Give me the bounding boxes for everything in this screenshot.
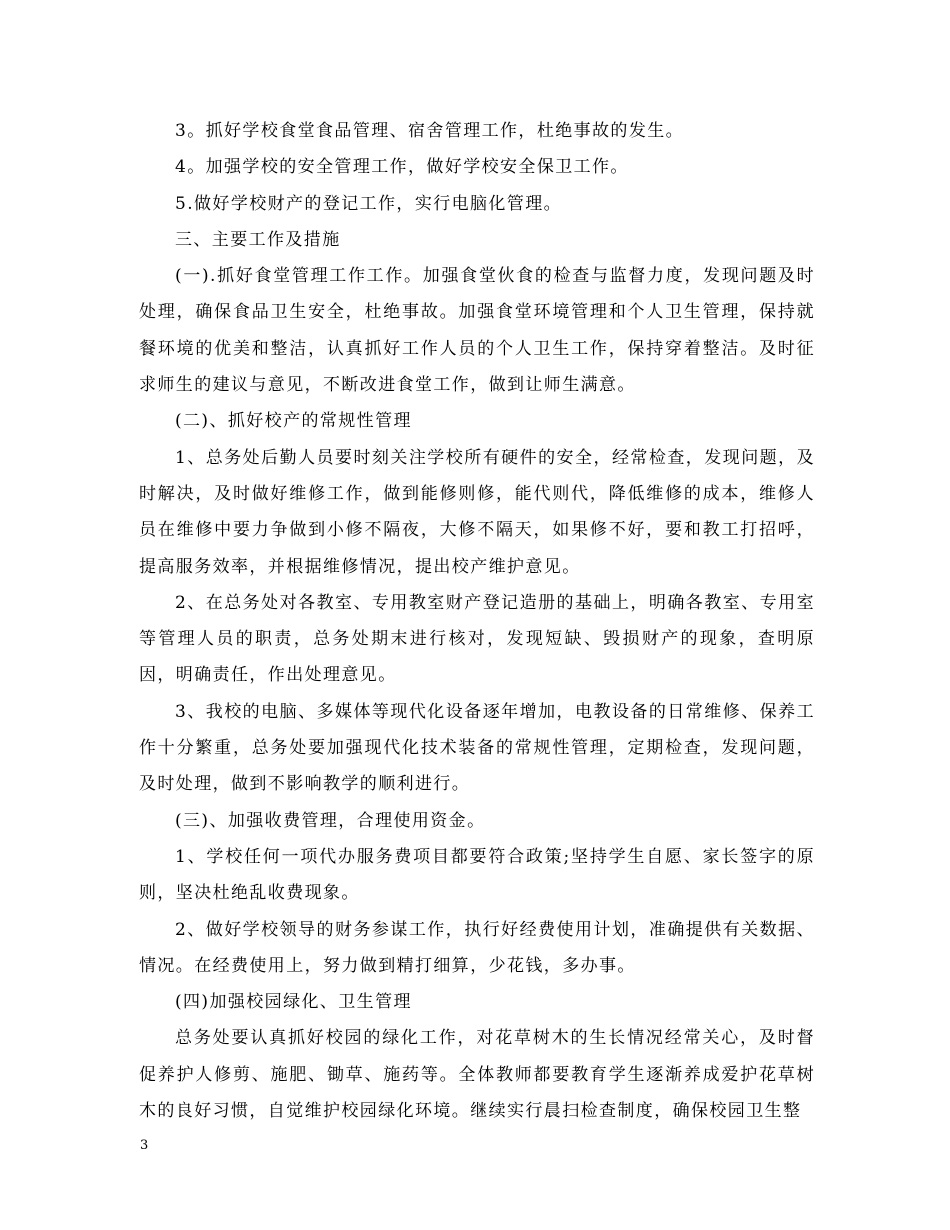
paragraph-goal-3: 3。抓好学校食堂食品管理、宿舍管理工作，杜绝事故的发生。	[175, 121, 685, 141]
paragraph-fee-item-2: 2、做好学校领导的财务参谋工作，执行好经费使用计划，准确提供有关数据、情况。在经费使用上，努力做到精打细算，少花钱，多办事。	[139, 919, 815, 976]
paragraph-fee-item-1: 1、学校任何一项代办服务费项目都要符合政策;坚持学生自愿、家长签字的原则，坚决杜绝乱收费现象。	[139, 846, 815, 904]
subheading-greening-hygiene: (四)加强校园绿化、卫生管理	[175, 992, 412, 1013]
document-body	[139, 113, 815, 1129]
subheading-school-property: (二)、抓好校产的常规性管理	[175, 411, 412, 432]
paragraph-goal-4: 4。加强学校的安全管理工作，做好学校安全保卫工作。	[175, 157, 629, 178]
paragraph-greening-work: 总务处要认真抓好校园的绿化工作，对花草树木的生长情况经常关心，及时督促养护人修剪、施肥、锄草、施药等。全体教师都要教育学生逐渐养成爱护花草树木的良好习惯，自觉维护校园绿化环境。继续实行晨扫检查制度，确保校园卫生整	[139, 1028, 815, 1122]
paragraph-goal-5: 5.做好学校财产的登记工作，实行电脑化管理。	[175, 193, 563, 214]
paragraph-canteen-management: (一).抓好食堂管理工作工作。加强食堂伙食的检查与监督力度，发现问题及时处理，确保食品卫生安全，杜绝事故。加强食堂环境管理和个人卫生管理，保持就餐环境的优美和整洁，认真抓好工作人员的个人卫生工作，保持穿着整洁。及时征求师生的建议与意见，不断改进食堂工作，做到让师生满意。	[139, 266, 815, 396]
subheading-fee-management: (三)、加强收费管理，合理使用资金。	[175, 810, 486, 831]
section-heading-main-work: 三、主要工作及措施	[175, 229, 341, 250]
paragraph-property-item-2: 2、在总务处对各教室、专用教室财产登记造册的基础上，明确各教室、专用室等管理人员的职责，总务处期末进行核对，发现短缺、毁损财产的现象，查明原因，明确责任，作出处理意见。	[139, 592, 815, 686]
paragraph-property-item-1: 1、总务处后勤人员要时刻关注学校所有硬件的安全，经常检查，发现问题，及时解决，及时做好维修工作，做到能修则修，能代则代，降低维修的成本，维修人员在维修中要力争做到小修不隔夜，大修不隔天，如果修不好，要和教工打招呼，提高服务效率，并根据维修情况，提出校产维护意见。	[139, 447, 815, 577]
paragraph-property-item-3: 3、我校的电脑、多媒体等现代化设备逐年增加，电教设备的日常维修、保养工作十分繁重，总务处要加强现代化技术装备的常规性管理，定期检查，发现问题，及时处理，做到不影响教学的顺利进行。	[139, 701, 815, 795]
page-number: 3	[140, 1138, 149, 1153]
